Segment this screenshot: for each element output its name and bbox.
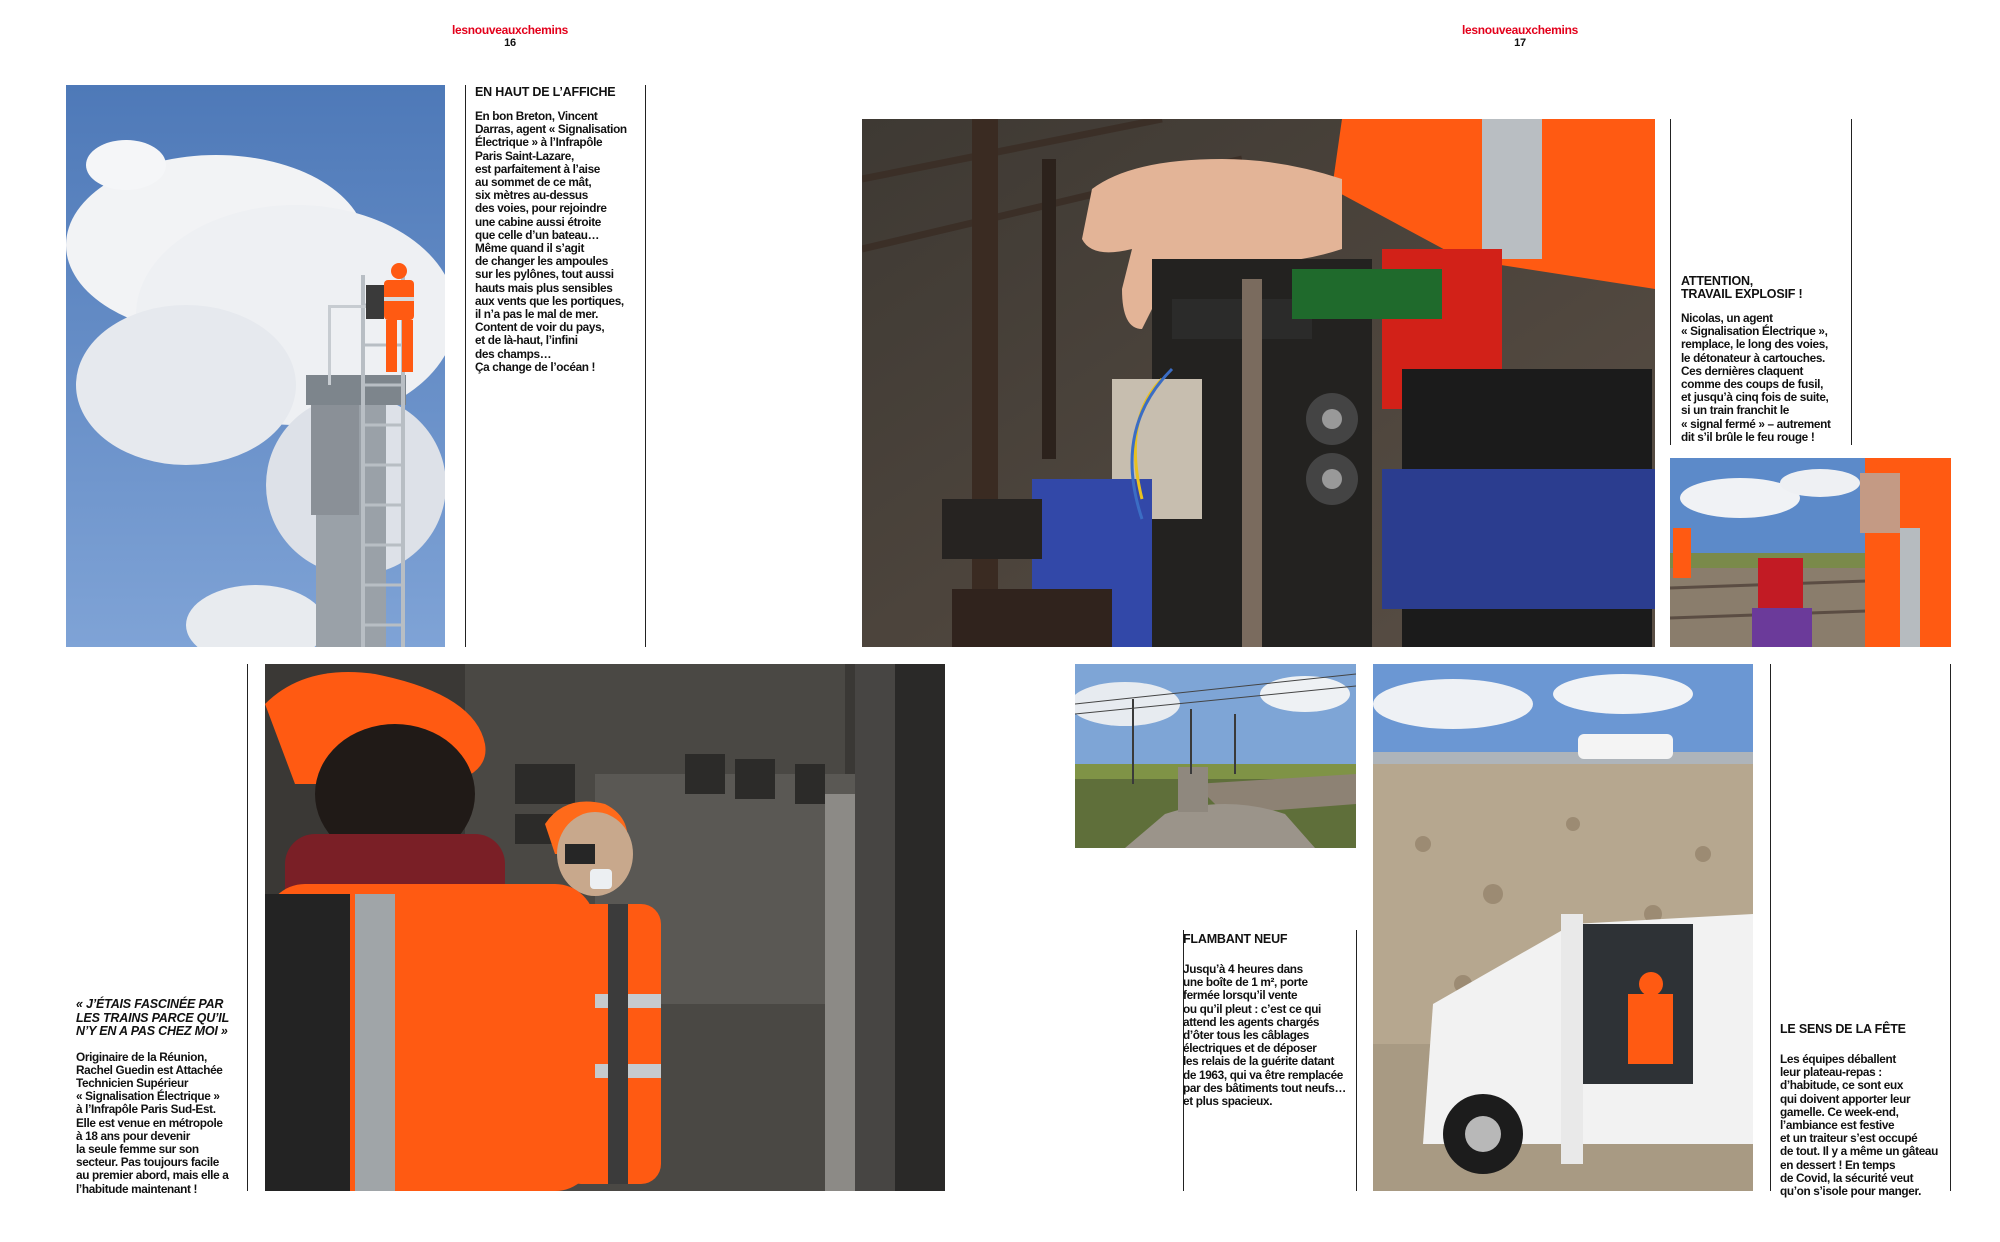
article-heading: FLAMBANT NEUF [1183,932,1288,946]
right-top-rule-a [1670,119,1671,445]
article-middle-right [1183,933,1355,1108]
article-heading: EN HAUT DE L’AFFICHE [475,85,616,99]
photo-signal-box-agents [265,664,945,1191]
pull-quote: « J’ÉTAIS FASCINÉE PAR LES TRAINS PARCE QU’IL N’Y EN A PAS CHEZ MOI » [76,997,230,1038]
article-body: Les équipes déballent leur plateau-repas : d’habitude, ce sont eux qui doivent apporter leur gamelle. Ce week-end, l’ambiance est festive et un traiteur s’est occupé de tout. Il y a même un gâteau en dessert ! En temps de Covid, la sécurité veut qu’on s’isole pour manger. [1780,1052,1938,1199]
right-masthead-brand: lesnouveauxchemins [1462,23,1578,37]
article-body: Nicolas, un agent « Signalisation Électrique », remplace, le long des voies, le détonateur à cartouches. Ces dernières claquent comme des coups de fusil, et jusqu’à cinq fois de suite, si un train franchit le « signal fermé » – autrement dit s’il brûle le feu rouge ! [1681,311,1831,444]
left-top-rule-a [465,85,466,647]
left-bottom-rule [247,664,248,1191]
article-body: Originaire de la Réunion, Rachel Guedin est Attachée Technicien Supérieur « Signalisation Électrique » à l’Infrapôle Paris Sud-Est. Elle est venue en métropole à 18 ans pour devenir la seule femme sur son secteur. Pas toujours facile au premier abord, mais elle a l’habitude maintenant ! [76,1049,229,1196]
right-bottom-rule-b [1950,664,1951,1191]
article-top-right [1681,275,1849,444]
left-masthead [440,24,580,50]
article-bottom-left [76,998,246,1196]
right-bottom-rule-a [1770,664,1771,1191]
right-masthead [1450,24,1590,50]
photo-mast-climber [66,85,445,647]
article-top-left [475,86,643,374]
left-top-rule-b [645,85,646,647]
photo-detonator-closeup [862,119,1655,647]
right-top-rule-b [1851,119,1852,445]
article-body: Jusqu’à 4 heures dans une boîte de 1 m², porte fermée lorsqu’il vente ou qu’il pleut : c’est ce qui attend les agents chargés d’ôter tous les câblages électriques et de déposer les relais de la guérite datant de 1963, qui va être remplacée par des bâtiments tout neufs… et plus spacieux. [1183,962,1346,1109]
left-page-number: 16 [504,37,516,49]
article-body: En bon Breton, Vincent Darras, agent « Signalisation Électrique » à l’Infrapôle Paris Saint-Lazare, est parfaitement à l’aise au sommet de ce mât, six mètres au-dessus des voies, pour rejoindre une cabine aussi étroite que celle d’un bateau… Même quand il s’agit de changer les ampoules sur les pylônes, tout aussi hauts mais plus sensibles aux vents que les portiques, il n’a pas le mal de mer. Content de voir du pays, et de là-haut, l’infini des champs… Ça change de l’océan ! [475,109,627,374]
right-page-number: 17 [1514,37,1526,49]
article-heading: LE SENS DE LA FÊTE [1780,1022,1906,1036]
photo-van-lunch [1373,664,1753,1191]
left-masthead-brand: lesnouveauxchemins [452,23,568,37]
article-bottom-right [1780,1023,1948,1198]
photo-trackside-hut [1075,664,1356,848]
right-mid-rule-b [1356,930,1357,1191]
photo-track-workers [1670,458,1951,647]
article-heading: ATTENTION, TRAVAIL EXPLOSIF ! [1681,274,1803,301]
